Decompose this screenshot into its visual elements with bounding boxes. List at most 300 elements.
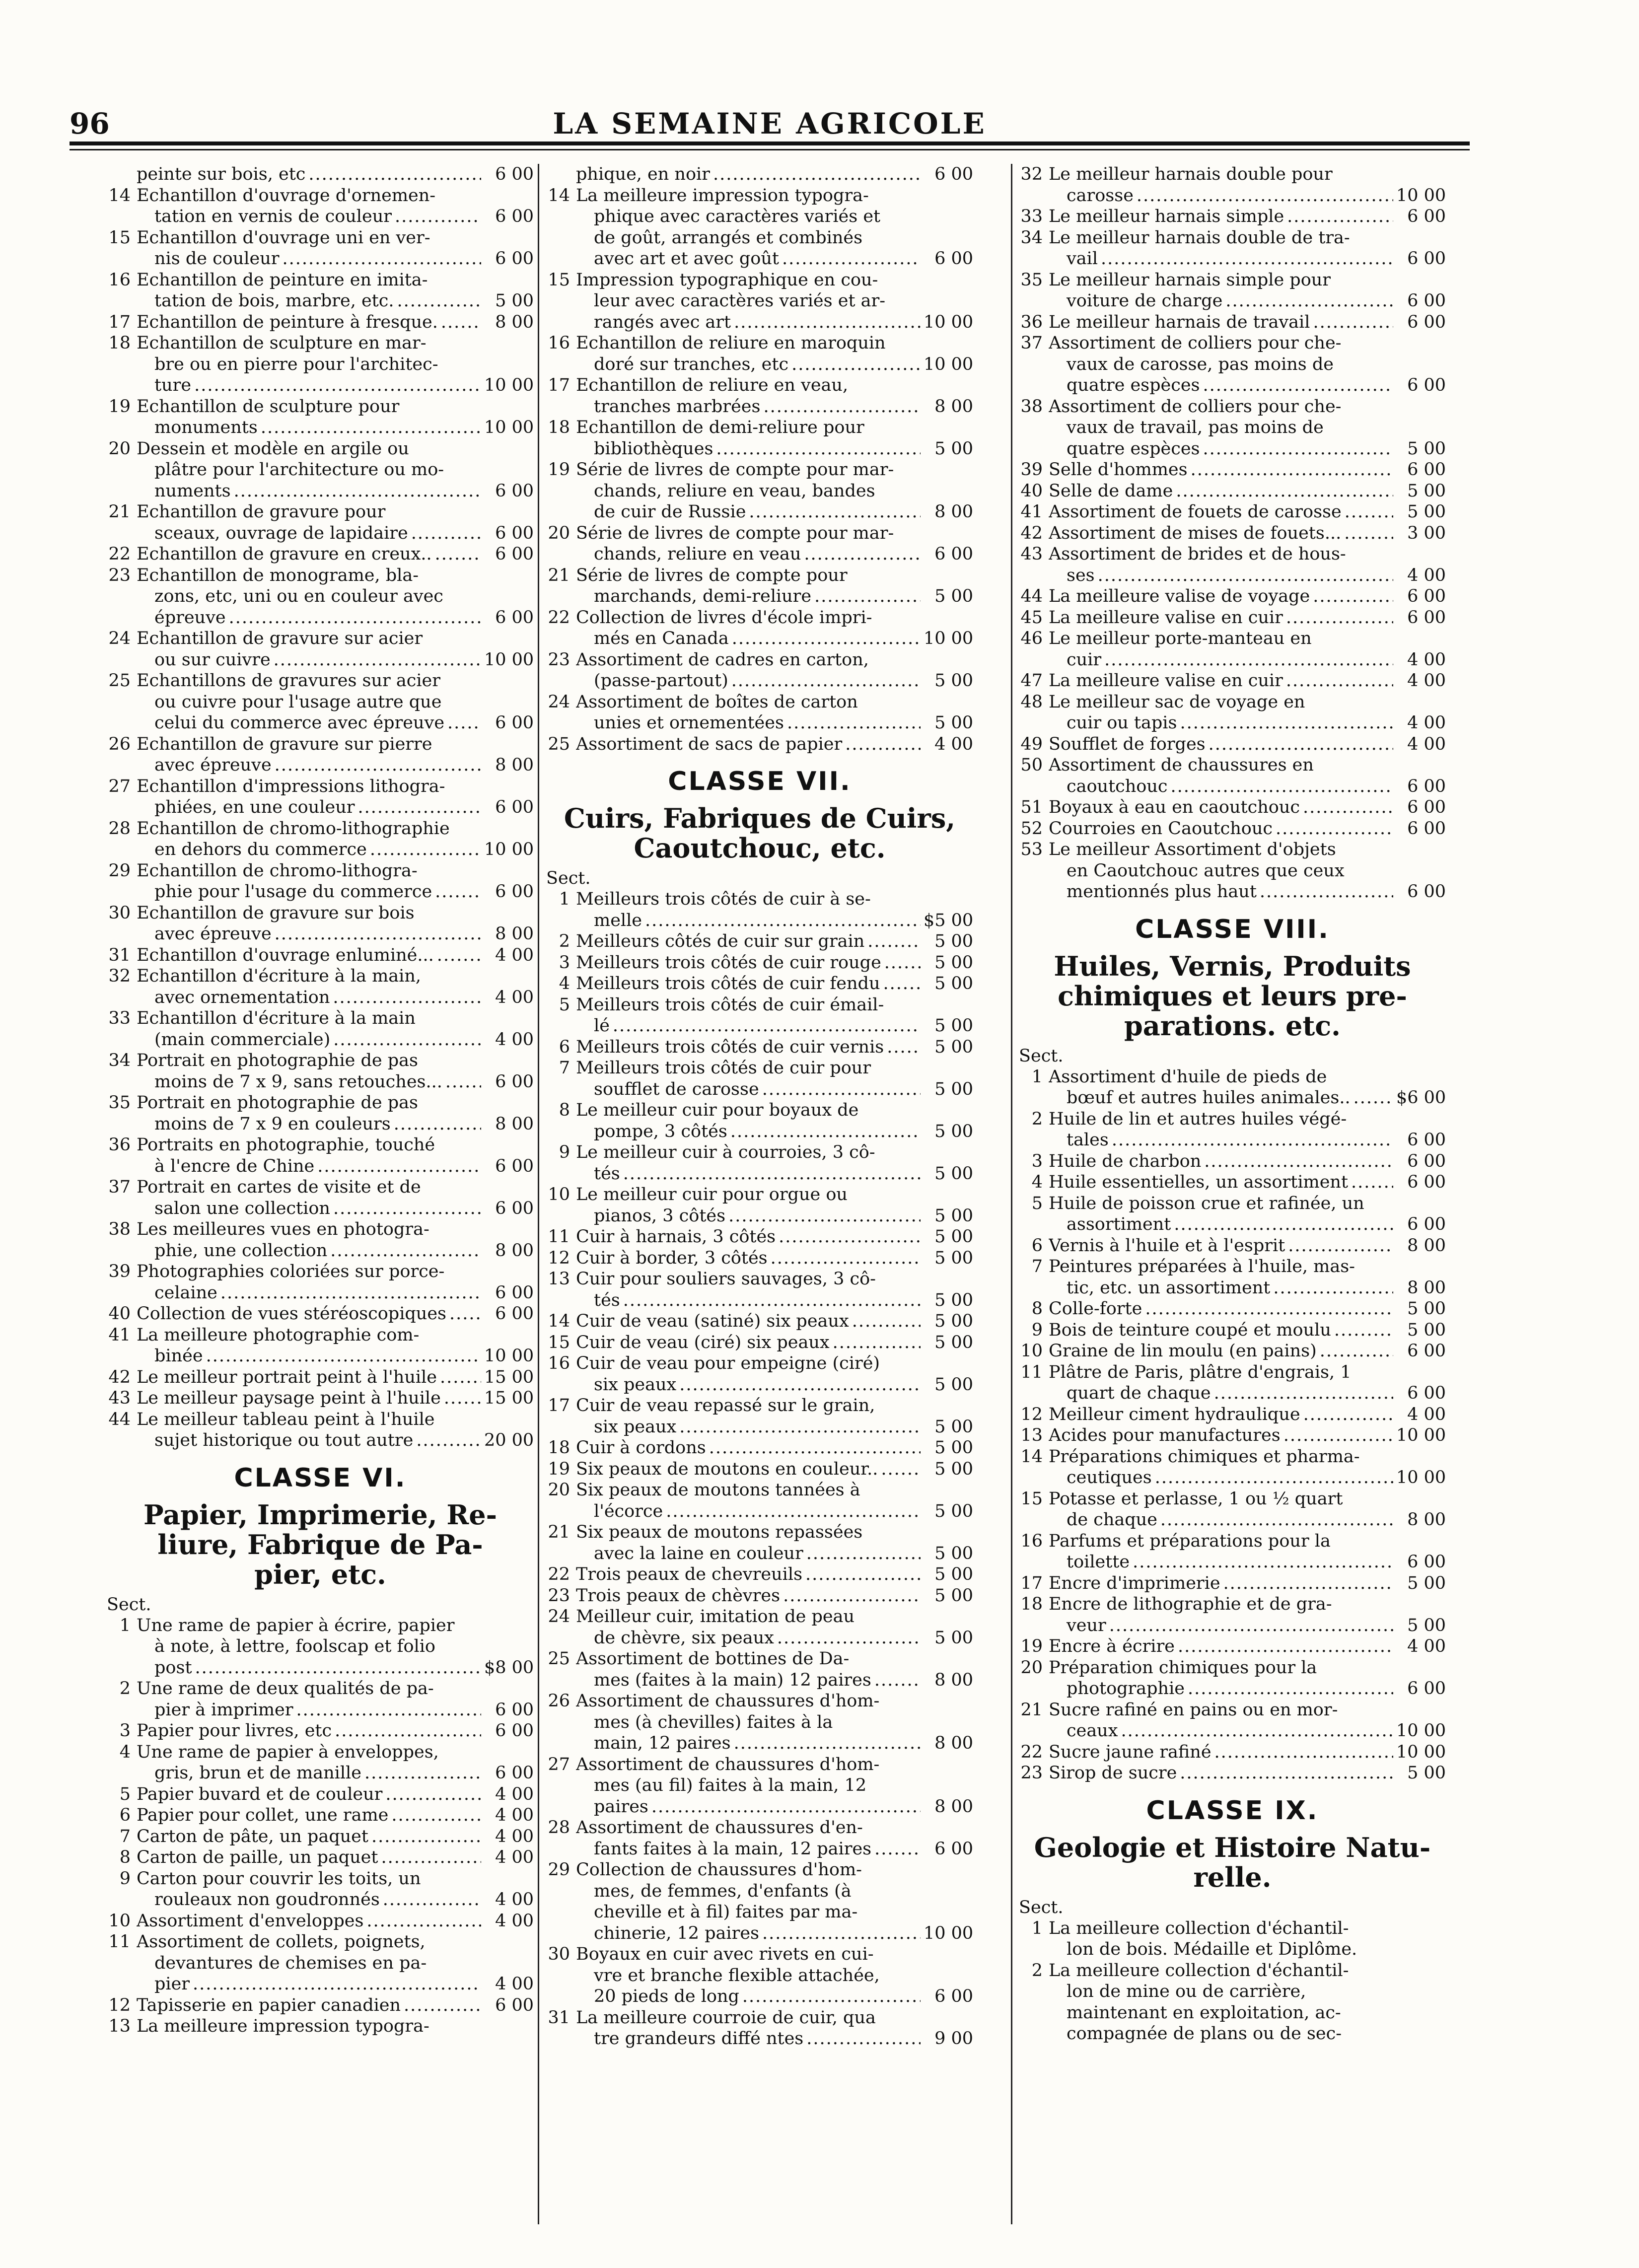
list-item — [546, 523, 973, 565]
item-text — [1049, 1256, 1446, 1298]
leader-dots — [330, 1240, 481, 1262]
item-line — [1049, 1636, 1446, 1657]
leader-dots — [1288, 1235, 1393, 1257]
item-line-text: Encre à écrire — [1049, 1636, 1175, 1656]
list-item — [1019, 1573, 1446, 1594]
item-line: Echantillon d'écriture à la main, — [137, 966, 422, 986]
section-number: 2 — [559, 931, 570, 951]
item-line — [137, 1826, 534, 1847]
item-line: Plâtre de Paris, plâtre d'engrais, 1 — [1049, 1362, 1352, 1382]
item-line: Cuir de veau repassé sur le grain, — [576, 1396, 875, 1416]
section-number: 21 — [548, 1522, 570, 1542]
leader-dots — [1313, 586, 1393, 607]
item-line: Echantillon de peinture en imita- — [137, 270, 428, 290]
list-item — [107, 1388, 534, 1409]
item-line: Echantillon de gravure sur pierre — [137, 734, 432, 754]
item-line-text: Boyaux à eau en caoutchouc — [1049, 797, 1300, 817]
prize-amount: 5 00 — [1407, 1320, 1446, 1340]
leader-dots — [366, 1911, 481, 1932]
list-item — [1019, 1488, 1446, 1531]
item-line-text: ceaux — [1067, 1721, 1118, 1741]
section-number: 29 — [108, 860, 131, 881]
item-line — [1049, 1404, 1446, 1425]
section-number: 51 — [1020, 797, 1043, 817]
item-line-text: pianos, 3 côtés — [594, 1205, 726, 1226]
item-line: leur avec caractères variés et ar- — [594, 291, 886, 311]
item-line: Six peaux de moutons repassées — [576, 1522, 863, 1542]
item-line — [576, 1079, 973, 1100]
item-line — [1049, 501, 1446, 523]
prize-amount: 5 00 — [934, 1628, 973, 1648]
prize-amount: 6 00 — [1407, 586, 1446, 606]
leader-dots — [1104, 649, 1393, 671]
item-line: Préparations chimiques et pharma- — [1049, 1446, 1360, 1467]
item-text — [1049, 1531, 1446, 1573]
leader-dots — [1344, 523, 1393, 544]
list-item — [546, 459, 973, 523]
leader-dots — [261, 417, 481, 438]
prize-amount: 6 00 — [1407, 1383, 1446, 1403]
item-line — [576, 1417, 973, 1438]
prize-amount: 5 00 — [934, 586, 973, 606]
prize-amount: 5 00 — [934, 671, 973, 691]
list-item — [546, 1648, 973, 1691]
item-line-text: Meilleur ciment hydraulique — [1049, 1404, 1300, 1424]
item-line — [576, 1037, 973, 1058]
prize-amount: 5 00 — [934, 1501, 973, 1521]
item-text — [576, 1606, 973, 1648]
item-line: maintenant en exploitation, ac- — [1067, 2002, 1341, 2023]
section-number: 47 — [1020, 671, 1043, 691]
item-line — [137, 523, 534, 544]
item-text — [576, 1459, 973, 1480]
prize-amount: 5 00 — [1407, 1615, 1446, 1635]
item-line-text: bœuf et autres huiles animales.. — [1067, 1088, 1351, 1108]
section-number: 37 — [108, 1177, 131, 1197]
item-line: cheville et à fil) faites par ma- — [594, 1902, 858, 1922]
item-line: Photographies coloriées sur porce- — [137, 1262, 445, 1281]
list-item — [546, 1522, 973, 1564]
item-line-text: Sirop de sucre — [1049, 1763, 1177, 1783]
leader-dots — [679, 1374, 921, 1396]
prize-amount: 6 00 — [495, 1156, 534, 1176]
item-line — [137, 881, 534, 903]
section-number: 36 — [1020, 312, 1043, 332]
item-line — [1049, 481, 1446, 502]
prize-amount: 10 00 — [1396, 1425, 1446, 1445]
section-number: 8 — [1031, 1299, 1043, 1319]
item-text — [576, 734, 973, 755]
item-line-text: photographie — [1067, 1679, 1185, 1699]
item-line: La meilleure impression typogra- — [576, 185, 869, 206]
item-line — [576, 628, 973, 649]
item-line: vre et branche flexible attachée, — [594, 1965, 880, 1985]
item-line: Echantillon de chromo-lithogra- — [137, 860, 418, 881]
item-line-text: quart de chaque — [1067, 1383, 1211, 1403]
leader-dots — [1098, 565, 1393, 586]
item-line-text: marchands, demi-reliure — [594, 586, 812, 606]
prize-amount: 5 00 — [934, 438, 973, 459]
leader-dots — [1180, 1763, 1393, 1784]
item-text — [576, 333, 973, 375]
item-line-text: avec art et avec goût — [594, 249, 779, 269]
item-text — [137, 501, 534, 544]
section-number: 1 — [119, 1615, 131, 1635]
item-line — [576, 1585, 973, 1607]
list-item — [546, 1754, 973, 1818]
leader-dots — [1160, 1509, 1393, 1531]
item-line-text: Papier pour livres, etc — [137, 1721, 332, 1741]
item-line: Dessein et modèle en argile ou — [137, 438, 409, 459]
leader-dots — [274, 649, 481, 671]
section-number: 20 — [548, 1480, 570, 1500]
list-item — [107, 544, 534, 565]
item-line — [137, 248, 534, 270]
item-line — [137, 1303, 534, 1325]
list-item — [546, 1817, 973, 1859]
leader-dots — [1313, 312, 1393, 333]
item-line — [137, 712, 534, 734]
section-number: 23 — [108, 565, 131, 585]
item-text — [576, 952, 973, 974]
prize-amount: 6 00 — [495, 797, 534, 817]
item-line-text: six peaux — [594, 1374, 677, 1395]
list-item — [546, 692, 973, 734]
item-line-text: Selle d'hommes — [1049, 460, 1188, 480]
class-subtitle-line: Caoutchouc, etc. — [634, 832, 886, 864]
prize-amount: 20 00 — [484, 1430, 534, 1450]
list-item — [107, 1008, 534, 1050]
class-subtitle-line: Geologie et Histoire Natu- — [1034, 1831, 1431, 1863]
section-number: 44 — [108, 1409, 131, 1429]
item-text — [576, 375, 973, 417]
item-line: en Caoutchouc autres que ceux — [1067, 860, 1345, 881]
column-2 — [546, 164, 973, 2050]
prize-amount: 8 00 — [495, 1240, 534, 1261]
prize-amount: 6 00 — [495, 607, 534, 628]
list-item — [107, 1325, 534, 1367]
item-line-text: pier à imprimer — [154, 1700, 293, 1720]
item-text — [137, 818, 534, 860]
item-text — [137, 1931, 534, 1995]
prize-amount: 4 00 — [495, 1911, 534, 1931]
list-item — [1019, 1298, 1446, 1320]
section-number: 24 — [548, 692, 570, 712]
item-line-text: quatre espèces — [1067, 375, 1200, 395]
item-line — [1049, 2023, 1446, 2045]
section-number: 12 — [548, 1248, 570, 1268]
section-number: 18 — [1020, 1594, 1043, 1614]
item-text — [576, 2007, 973, 2050]
item-line: Assortiment de chaussures d'hom- — [576, 1691, 880, 1711]
leader-dots — [881, 1459, 921, 1480]
section-number: 11 — [548, 1227, 570, 1247]
item-line-text: chands, reliure en veau — [594, 544, 801, 564]
item-line-text: Carton de pâte, un paquet — [137, 1826, 368, 1846]
leader-dots — [381, 1847, 481, 1868]
item-line — [137, 1240, 534, 1262]
list-item — [546, 1037, 973, 1058]
item-text — [576, 1859, 973, 1944]
leader-dots — [335, 1720, 481, 1742]
prize-amount: 15 00 — [484, 1367, 534, 1387]
list-item — [546, 270, 973, 333]
item-line: Meilleur cuir, imitation de peau — [576, 1607, 855, 1627]
section-number: 19 — [1020, 1636, 1043, 1656]
item-line-text: (passe-partout) — [594, 671, 728, 691]
item-line-text: phie, une collection — [154, 1240, 328, 1261]
item-line — [1049, 818, 1446, 840]
item-line-text: gris, brun et de manille — [154, 1763, 361, 1783]
item-line — [576, 734, 973, 755]
item-line-text: Echantillon de peinture à fresque. — [137, 312, 438, 332]
prize-amount: 6 00 — [934, 544, 973, 564]
section-number: 23 — [548, 1585, 570, 1606]
item-text — [137, 903, 534, 945]
section-number: 49 — [1020, 734, 1043, 754]
list-item — [107, 1050, 534, 1092]
item-line: bre ou en pierre pour l'architec- — [154, 354, 438, 374]
section-number: 13 — [548, 1269, 570, 1289]
section-number: 41 — [1020, 502, 1043, 522]
list-item — [107, 1615, 534, 1679]
item-text — [1049, 1151, 1446, 1172]
prize-amount: 6 00 — [1407, 818, 1446, 839]
leader-dots — [364, 1763, 481, 1784]
item-line-text: Assortiment de mises de fouets... — [1049, 523, 1342, 543]
item-text — [137, 1784, 534, 1805]
item-text — [137, 776, 534, 818]
list-item — [107, 2016, 534, 2037]
item-line: vaux de travail, pas moins de — [1067, 418, 1324, 437]
list-item — [546, 1353, 973, 1395]
item-text — [576, 607, 973, 649]
item-line-text: (main commerciale) — [154, 1029, 331, 1050]
prize-amount: 6 00 — [495, 481, 534, 501]
item-line — [1049, 1277, 1446, 1299]
item-line — [1049, 248, 1446, 270]
section-number: 25 — [108, 671, 131, 691]
item-line — [137, 1995, 534, 2016]
leader-dots — [1351, 1172, 1393, 1193]
item-line — [1049, 185, 1446, 207]
prize-amount: 10 00 — [484, 375, 534, 395]
section-number: 18 — [548, 1438, 570, 1458]
prize-amount: 8 00 — [934, 1796, 973, 1817]
leader-dots — [447, 712, 481, 734]
section-number: 35 — [108, 1093, 131, 1113]
item-line-text: més en Canada — [594, 629, 729, 648]
section-number: 9 — [119, 1868, 131, 1889]
item-text — [576, 1817, 973, 1859]
item-line-text: six peaux — [594, 1417, 677, 1437]
item-line-text: caoutchouc — [1067, 776, 1168, 796]
list-item — [1019, 692, 1446, 734]
section-number: 21 — [108, 502, 131, 522]
prize-amount: 5 00 — [1407, 438, 1446, 459]
prize-amount: 9 00 — [934, 2029, 973, 2049]
item-line — [576, 1332, 973, 1353]
item-line — [137, 1282, 534, 1304]
item-line — [137, 1720, 534, 1742]
item-text — [137, 1219, 534, 1261]
list-item — [1019, 1362, 1446, 1404]
item-line: Huile de poisson crue et rafinée, un — [1049, 1193, 1364, 1213]
prize-amount: 5 00 — [934, 1121, 973, 1141]
section-number: 40 — [1020, 481, 1043, 501]
list-item — [546, 1058, 973, 1100]
item-line-text: Le meilleur paysage peint à l'huile — [137, 1388, 441, 1408]
leader-dots — [394, 1114, 481, 1135]
item-text — [1049, 481, 1446, 502]
item-text — [576, 164, 973, 185]
list-item — [1019, 1320, 1446, 1341]
item-line: Echantillon de chromo-lithographie — [137, 818, 450, 839]
prize-amount: 6 00 — [1407, 882, 1446, 902]
item-line: Une rame de papier à écrire, papier — [137, 1615, 455, 1635]
item-text — [137, 1325, 534, 1367]
item-line: Echantillon de sculpture pour — [137, 396, 400, 417]
prize-amount: 4 00 — [495, 1784, 534, 1804]
item-text — [137, 1911, 534, 1932]
prize-amount: 6 00 — [934, 249, 973, 269]
list-item — [107, 1784, 534, 1805]
prize-amount: 6 00 — [1407, 1130, 1446, 1150]
leader-dots — [883, 973, 921, 994]
item-line-text: phique, en noir — [576, 164, 710, 184]
page-header — [70, 107, 1470, 146]
section-number: 39 — [1020, 460, 1043, 480]
section-number: 42 — [1020, 523, 1043, 543]
prize-amount: 4 00 — [495, 1890, 534, 1910]
list-item — [546, 973, 973, 994]
item-line — [1049, 1383, 1446, 1404]
section-number: 24 — [108, 629, 131, 648]
item-line-text: Six peaux de moutons en couleur.. — [576, 1459, 878, 1479]
item-line — [1049, 1214, 1446, 1235]
item-line — [1049, 797, 1446, 818]
item-line: Assortiment de chaussures d'en- — [576, 1818, 863, 1838]
section-number: 23 — [1020, 1763, 1043, 1783]
section-number: 32 — [1020, 164, 1043, 184]
list-item — [107, 903, 534, 945]
prize-amount: 6 00 — [495, 207, 534, 226]
list-item — [1019, 523, 1446, 544]
item-text — [137, 1615, 534, 1679]
item-text — [576, 1353, 973, 1395]
item-text — [576, 1564, 973, 1585]
item-line — [137, 607, 534, 629]
item-line: Série de livres de compte pour mar- — [576, 523, 894, 543]
item-line-text: Meilleurs trois côtés de cuir vernis — [576, 1037, 884, 1057]
item-line — [137, 1805, 534, 1826]
item-line — [576, 1501, 973, 1522]
list-item — [1019, 1172, 1446, 1193]
item-text — [1049, 1425, 1446, 1446]
item-line-text: compagnée de plans ou de sec- — [1067, 2024, 1342, 2044]
section-number: 6 — [559, 1037, 570, 1057]
list-item — [1019, 501, 1446, 523]
list-item — [1019, 586, 1446, 607]
leader-dots — [623, 1290, 921, 1311]
item-line: Les meilleures vues en photogra- — [137, 1219, 429, 1239]
item-text — [137, 565, 534, 629]
item-text — [137, 1720, 534, 1742]
item-text — [576, 1691, 973, 1754]
section-number: 14 — [548, 185, 570, 206]
leader-dots — [193, 1974, 481, 1995]
item-line: Potasse et perlasse, 1 ou ½ quart — [1049, 1488, 1343, 1509]
leader-dots — [1273, 1277, 1393, 1299]
section-number: 53 — [1020, 840, 1043, 859]
item-line-text: à l'encre de Chine — [154, 1156, 315, 1176]
leader-dots — [1112, 1130, 1393, 1151]
item-line — [137, 1657, 534, 1679]
item-line — [137, 164, 534, 185]
list-item — [107, 1826, 534, 1847]
item-line: Assortiment de collets, poignets, — [137, 1932, 426, 1952]
leader-dots — [1176, 481, 1393, 502]
prize-amount: 5 00 — [934, 1438, 973, 1458]
list-item — [546, 1248, 973, 1269]
list-item — [1019, 333, 1446, 396]
item-text — [576, 185, 973, 270]
item-line-text: chinerie, 12 paires — [594, 1923, 760, 1943]
leader-dots — [206, 1346, 481, 1367]
leader-dots — [404, 1995, 481, 2016]
leader-dots — [716, 438, 921, 460]
leader-dots — [275, 923, 481, 945]
item-line — [1049, 290, 1446, 312]
item-line-text: quatre espèces — [1067, 438, 1200, 459]
item-text — [137, 312, 534, 333]
item-line-text: Papier buvard et de couleur — [137, 1784, 383, 1804]
section-number: 15 — [1020, 1488, 1043, 1509]
section-number: 22 — [548, 607, 570, 628]
item-line: Assortiment de colliers pour che- — [1049, 333, 1342, 353]
item-line: Meilleurs trois côtés de cuir émail- — [576, 994, 884, 1015]
list-item — [1019, 1700, 1446, 1742]
list-item — [107, 270, 534, 312]
item-line-text: Tapisserie en papier canadien — [137, 1995, 401, 2015]
item-line — [1049, 1298, 1446, 1320]
item-line — [1049, 1763, 1446, 1784]
leader-dots — [1283, 1425, 1393, 1446]
prize-amount: 6 00 — [1407, 1172, 1446, 1192]
leader-dots — [1174, 1214, 1393, 1235]
leader-dots — [734, 312, 921, 333]
leader-dots — [435, 881, 481, 903]
item-line — [137, 1346, 534, 1367]
section-number: 3 — [119, 1721, 131, 1741]
list-item — [546, 164, 973, 185]
list-item — [546, 931, 973, 952]
list-item — [1019, 1341, 1446, 1362]
item-line-text: Trois peaux de chèvres — [576, 1585, 781, 1606]
item-line: lon de mine ou de carrière, — [1067, 1982, 1306, 2001]
item-text — [576, 1248, 973, 1269]
item-line-text: Cuir à harnais, 3 côtés — [576, 1227, 776, 1247]
item-line-text: sujet historique ou tout autre — [154, 1430, 414, 1450]
prize-amount: 4 00 — [495, 1029, 534, 1050]
item-text — [576, 1480, 973, 1522]
item-line — [576, 1839, 973, 1860]
leader-dots — [395, 206, 481, 227]
section-number: 20 — [1020, 1657, 1043, 1678]
prize-amount: 4 00 — [1407, 734, 1446, 754]
item-line-text: mentionnés plus haut — [1067, 882, 1257, 902]
item-line — [137, 1847, 534, 1868]
